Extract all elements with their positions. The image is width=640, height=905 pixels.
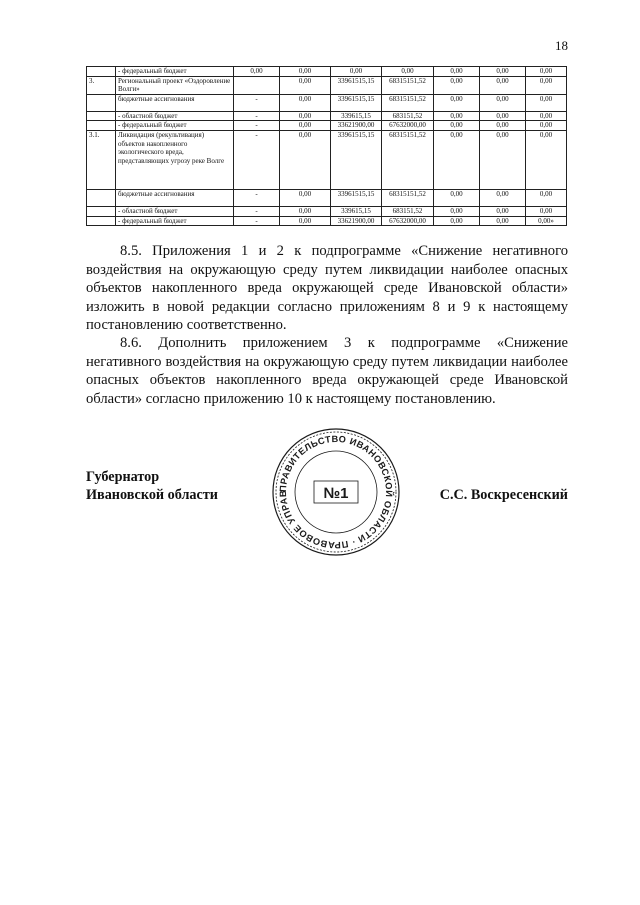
row-name-cell: - областной бюджет: [116, 111, 234, 121]
row-number-cell: [87, 121, 116, 131]
value-cell: -: [234, 206, 280, 216]
value-cell: -: [234, 189, 280, 206]
value-cell: 0,00: [331, 67, 382, 77]
row-name-cell: - федеральный бюджет: [116, 216, 234, 226]
value-cell: 0,00: [434, 111, 480, 121]
value-cell: 0,00: [526, 206, 567, 216]
value-cell: 0,00: [434, 67, 480, 77]
value-cell: -: [234, 121, 280, 131]
row-name-cell: - областной бюджет: [116, 206, 234, 216]
value-cell: 0,00: [280, 206, 331, 216]
value-cell: 0,00: [434, 121, 480, 131]
budget-table-body: [87, 67, 567, 226]
value-cell: 0,00: [526, 111, 567, 121]
value-cell: 0,00: [280, 189, 331, 206]
value-cell: -: [234, 94, 280, 111]
value-cell: 683151,52: [382, 111, 434, 121]
value-cell: 68315151,52: [382, 76, 434, 94]
value-cell: 0,00: [434, 130, 480, 189]
table-row: [87, 130, 567, 189]
row-number-cell: 3.: [87, 76, 116, 94]
value-cell: 0,00: [480, 94, 526, 111]
value-cell: 0,00: [480, 130, 526, 189]
budget-table: [86, 66, 567, 226]
value-cell: 33961515,15: [331, 189, 382, 206]
value-cell: 0,00: [526, 189, 567, 206]
row-name-cell: Региональный проект «Оздоровление Волги»: [116, 76, 234, 94]
value-cell: 683151,52: [382, 206, 434, 216]
value-cell: -: [234, 130, 280, 189]
row-number-cell: 3.1.: [87, 130, 116, 189]
table-row: [87, 121, 567, 131]
row-name-cell: бюджетные ассигнования: [116, 189, 234, 206]
value-cell: 0,00: [480, 216, 526, 226]
paragraph-8-5: 8.5. Приложения 1 и 2 к подпрограмме «Снижение негативного воздействия на окружающую среду путем ликвидации наиболее опасных объектов накопленного вреда окружающей среде Ивановской области» изложить в новой редакции согласно приложениям 8 и 9 к настоящему постановлению соответственно.: [86, 243, 568, 334]
value-cell: [234, 76, 280, 94]
official-seal: [270, 426, 402, 558]
value-cell: 68315151,52: [382, 130, 434, 189]
value-cell: 68315151,52: [382, 94, 434, 111]
value-cell: 339615,15: [331, 206, 382, 216]
value-cell: 0,00: [280, 76, 331, 94]
value-cell: 0,00»: [526, 216, 567, 226]
table-row: [87, 111, 567, 121]
value-cell: 0,00: [526, 130, 567, 189]
value-cell: 33961515,15: [331, 94, 382, 111]
row-number-cell: [87, 189, 116, 206]
value-cell: 0,00: [280, 130, 331, 189]
signature-title-line2: Ивановской области: [86, 487, 218, 503]
value-cell: 0,00: [480, 76, 526, 94]
value-cell: -: [234, 216, 280, 226]
value-cell: 0,00: [480, 67, 526, 77]
value-cell: 339615,15: [331, 111, 382, 121]
page-number: 18: [555, 38, 568, 53]
row-number-cell: [87, 216, 116, 226]
value-cell: 0,00: [434, 206, 480, 216]
row-number-cell: [87, 67, 116, 77]
row-name-cell: бюджетные ассигнования: [116, 94, 234, 111]
value-cell: 0,00: [480, 121, 526, 131]
value-cell: 0,00: [280, 121, 331, 131]
value-cell: 0,00: [434, 189, 480, 206]
value-cell: 0,00: [382, 67, 434, 77]
value-cell: 67632000,00: [382, 216, 434, 226]
table-row: [87, 67, 567, 77]
table-row: [87, 216, 567, 226]
value-cell: 0,00: [280, 94, 331, 111]
row-number-cell: [87, 111, 116, 121]
row-name-cell: - федеральный бюджет: [116, 121, 234, 131]
table-row: [87, 206, 567, 216]
row-name-cell: Ликвидация (рекультивация) объектов накопленного экологического вреда, представляющих угрозу реке Волге: [116, 130, 234, 189]
value-cell: 0,00: [480, 189, 526, 206]
value-cell: 0,00: [234, 67, 280, 77]
value-cell: 68315151,52: [382, 189, 434, 206]
signature-title-line1: Губернатор: [86, 469, 160, 485]
value-cell: 33621900,00: [331, 216, 382, 226]
value-cell: 33621900,00: [331, 121, 382, 131]
table-row: [87, 94, 567, 111]
value-cell: 33961515,15: [331, 76, 382, 94]
paragraph-8-6: 8.6. Дополнить приложением 3 к подпрограмме «Снижение негативного воздействия на окружающую среду путем ликвидации наиболее опасных объектов накопленного вреда окружающей среде Ивановской области» согласно приложению 10 к настоящему постановлению.: [86, 335, 568, 407]
row-name-cell: - федеральный бюджет: [116, 67, 234, 77]
value-cell: 33961515,15: [331, 130, 382, 189]
value-cell: 0,00: [526, 67, 567, 77]
value-cell: 0,00: [480, 111, 526, 121]
table-row: [87, 76, 567, 94]
value-cell: 0,00: [434, 216, 480, 226]
seal-number: №1: [323, 485, 349, 502]
value-cell: -: [234, 111, 280, 121]
value-cell: 0,00: [526, 121, 567, 131]
row-number-cell: [87, 94, 116, 111]
value-cell: 0,00: [280, 67, 331, 77]
signature-name: С.С. Воскресенский: [439, 487, 568, 503]
value-cell: 0,00: [526, 76, 567, 94]
seal-ring-text: ПРАВИТЕЛЬСТВО ИВАНОВСКОЙ ОБЛАСТИ · ПРАВОВОЕ УПРАВ: [277, 433, 395, 551]
value-cell: 0,00: [280, 111, 331, 121]
table-row: [87, 189, 567, 206]
value-cell: 0,00: [434, 76, 480, 94]
value-cell: 0,00: [526, 94, 567, 111]
value-cell: 0,00: [434, 94, 480, 111]
value-cell: 0,00: [480, 206, 526, 216]
value-cell: 67632000,00: [382, 121, 434, 131]
row-number-cell: [87, 206, 116, 216]
value-cell: 0,00: [280, 216, 331, 226]
